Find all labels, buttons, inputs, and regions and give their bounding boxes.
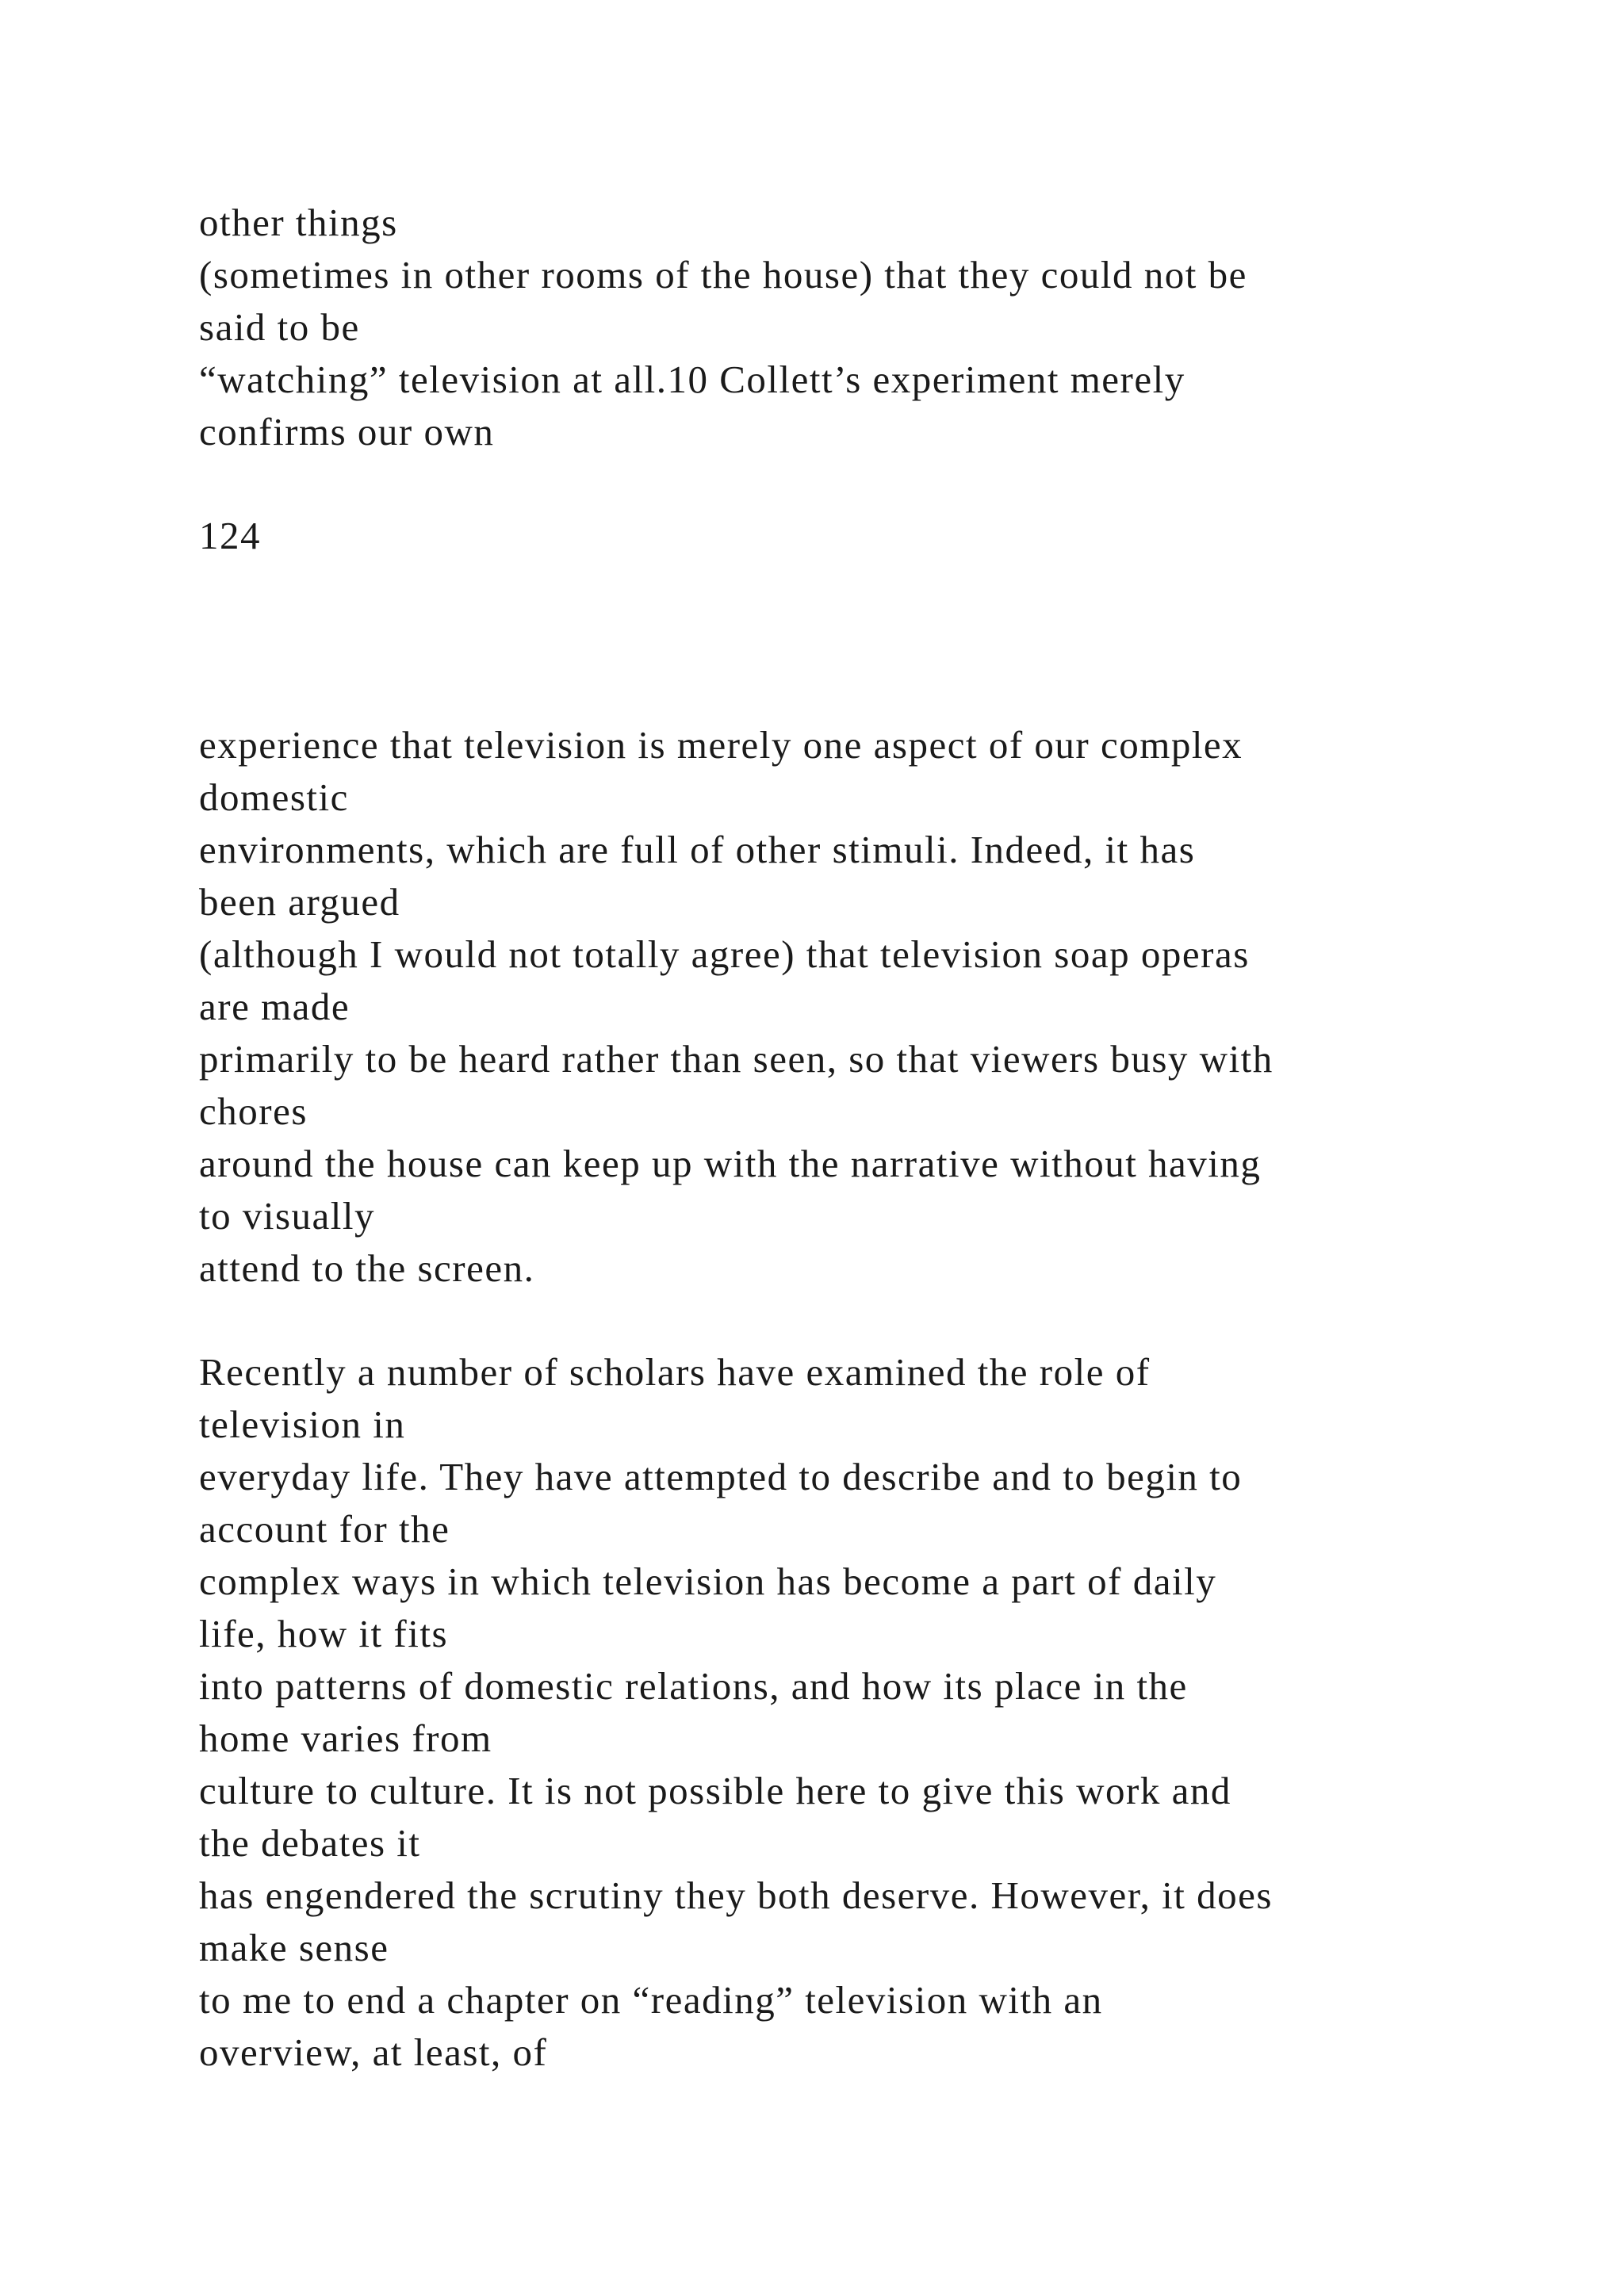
text-line: life, how it fits xyxy=(199,1612,449,1655)
text-line: (sometimes in other rooms of the house) that they could not be xyxy=(199,253,1247,297)
text-line: “watching” television at all.10 Collett’s experiment merely xyxy=(199,358,1185,401)
text-line: other things xyxy=(199,201,398,244)
text-line: chores xyxy=(199,1089,308,1133)
text-line: television in xyxy=(199,1402,406,1446)
text-line: said to be xyxy=(199,305,360,349)
text-line: around the house can keep up with the narrative without having xyxy=(199,1142,1262,1185)
page-number: 124 xyxy=(199,514,261,557)
text-line: environments, which are full of other stimuli. Indeed, it has xyxy=(199,828,1196,871)
text-line: primarily to be heard rather than seen, so that viewers busy with xyxy=(199,1037,1274,1081)
text-line: (although I would not totally agree) that television soap operas xyxy=(199,932,1250,976)
text-line: home varies from xyxy=(199,1716,492,1760)
text-line: into patterns of domestic relations, and how its place in the xyxy=(199,1664,1188,1708)
text-line: overview, at least, of xyxy=(199,2030,548,2074)
text-line: experience that television is merely one aspect of our complex xyxy=(199,723,1243,767)
text-line: culture to culture. It is not possible here to give this work and xyxy=(199,1769,1231,1812)
text-line: complex ways in which television has become a part of daily xyxy=(199,1559,1217,1603)
text-line: domestic xyxy=(199,775,349,819)
text-line: has engendered the scrutiny they both deserve. However, it does xyxy=(199,1873,1273,1917)
text-line: to visually xyxy=(199,1194,376,1238)
text-line: are made xyxy=(199,985,350,1028)
text-line: Recently a number of scholars have examined the role of xyxy=(199,1350,1151,1394)
text-line: make sense xyxy=(199,1926,389,1969)
paragraph xyxy=(199,1346,1273,2079)
paragraph-continuation xyxy=(199,197,1247,458)
text-line: the debates it xyxy=(199,1821,421,1865)
text-line: been argued xyxy=(199,880,400,924)
text-line: everyday life. They have attempted to describe and to begin to xyxy=(199,1455,1243,1498)
text-line: to me to end a chapter on “reading” television with an xyxy=(199,1978,1103,2022)
text-line: confirms our own xyxy=(199,410,495,453)
text-line: account for the xyxy=(199,1507,450,1551)
paragraph xyxy=(199,719,1274,1295)
text-line: attend to the screen. xyxy=(199,1246,535,1290)
